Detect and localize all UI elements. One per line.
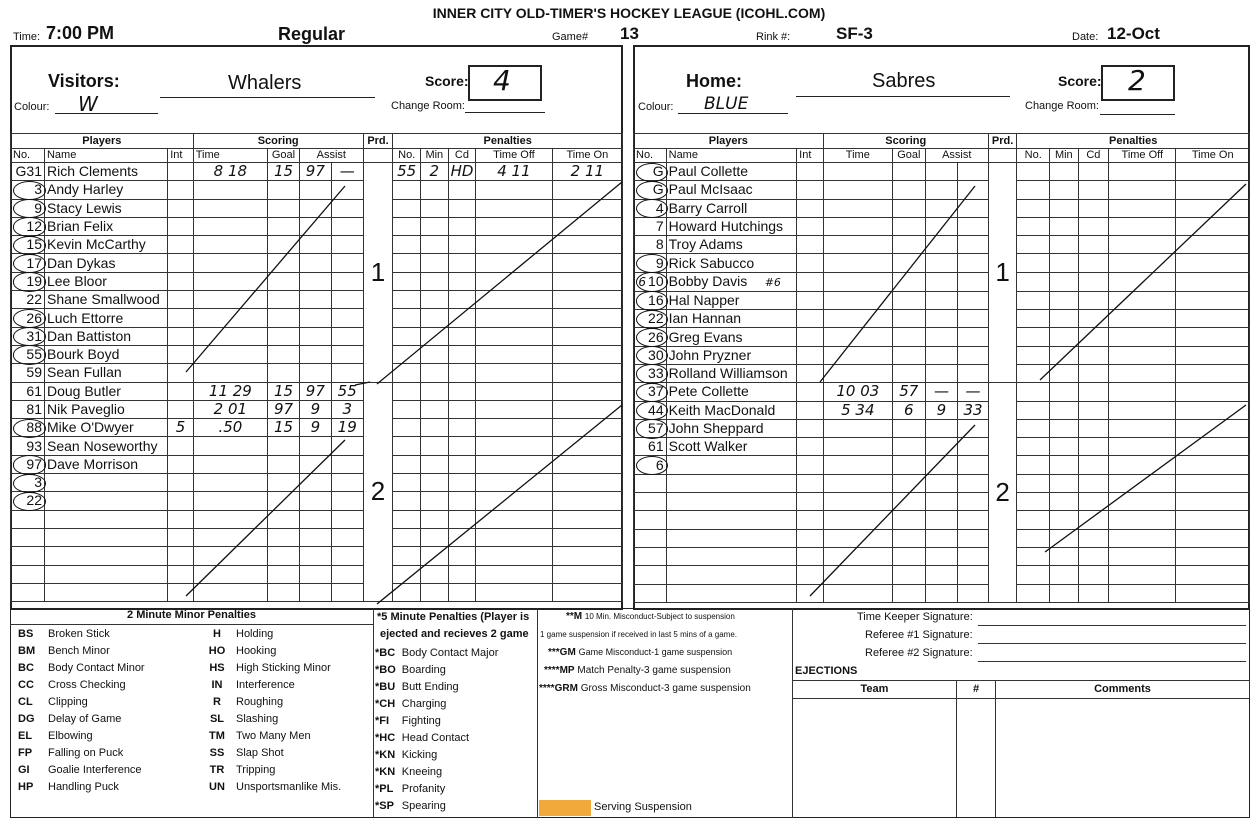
penalty-desc: Charging: [401, 698, 447, 710]
penalty-code: TR: [209, 764, 225, 776]
penalty-desc: Tripping: [236, 764, 276, 776]
serving-suspension-label: Serving Suspension: [594, 801, 692, 813]
player-number[interactable]: 22: [634, 310, 667, 328]
number-circle: [636, 163, 669, 182]
player-number[interactable]: 31: [11, 327, 45, 345]
score-time[interactable]: 5 34: [823, 401, 892, 419]
major-title-1: *5 Minute Penalties (Player is: [377, 611, 530, 623]
penalty-code: HP: [18, 781, 34, 793]
player-name[interactable]: Ian Hannan: [666, 310, 797, 328]
penalty-desc: Slap Shot: [236, 747, 284, 759]
player-name[interactable]: John Sheppard: [666, 419, 797, 437]
game-date: 12-Oct: [1107, 24, 1160, 43]
legend-row: [373, 679, 502, 696]
player-number[interactable]: 19: [11, 272, 45, 290]
home-penalties-header: Penalties: [1017, 134, 1250, 149]
visitors-score: 4: [493, 64, 511, 97]
penalty-desc: Spearing: [401, 800, 446, 812]
penalty-code: HS: [209, 662, 225, 674]
home-colour-label: Colour:: [638, 101, 674, 113]
col-time: Time: [193, 149, 267, 163]
penalty-code: SL: [209, 713, 225, 725]
ref1-sig-label: Referee #1 Signature:: [865, 629, 973, 641]
penalty-code: *FI: [375, 715, 390, 727]
penalty-code: *BU: [375, 681, 396, 693]
legend-row: [373, 662, 502, 679]
minor-penalty-legend: [14, 626, 345, 796]
legend-row: [373, 764, 502, 781]
player-number[interactable]: 16: [634, 291, 667, 309]
penalty-desc: Kicking: [401, 749, 438, 761]
score-assist2[interactable]: 3: [331, 400, 363, 418]
home-col-goal: Goal: [893, 149, 926, 163]
home-scoring-header: Scoring: [823, 134, 988, 149]
ejections-no-cell[interactable]: [957, 699, 996, 818]
player-name[interactable]: Sean Noseworthy: [44, 437, 167, 455]
ref1-sig-line[interactable]: [978, 643, 1246, 644]
player-name[interactable]: Rich Clements: [44, 163, 167, 181]
home-col-assist: Assist: [925, 149, 988, 163]
player-name[interactable]: Greg Evans: [666, 328, 797, 346]
penalty-desc: Bench Minor: [48, 645, 110, 657]
home-col-pen-no: No.: [1017, 149, 1050, 163]
player-number[interactable]: 7: [634, 217, 667, 235]
penalty-code: FP: [18, 747, 33, 759]
misc-misconduct-code: **M: [566, 611, 583, 622]
player-name[interactable]: John Pryzner: [666, 346, 797, 364]
score-assist[interactable]: 97: [299, 163, 331, 181]
player-number[interactable]: 3: [11, 474, 45, 492]
misc-mp-text: Match Penalty-3 game suspension: [577, 665, 731, 676]
player-name[interactable]: Dan Dykas: [44, 254, 167, 272]
score-assist[interactable]: —: [925, 383, 958, 401]
penalty-desc: Slashing: [236, 713, 279, 725]
number-circle: [13, 419, 47, 438]
legend-row: [373, 781, 502, 798]
player-number[interactable]: 37: [634, 383, 667, 401]
penalty-code: SS: [209, 747, 225, 759]
penalty-code: BC: [18, 662, 34, 674]
penalty-code: *PL: [375, 783, 394, 795]
penalty-code: *BO: [375, 664, 396, 676]
player-number[interactable]: 22: [11, 291, 45, 309]
legend-divider-2: [537, 608, 538, 818]
player-name[interactable]: Troy Adams: [666, 236, 797, 254]
player-number[interactable]: 97: [11, 455, 45, 473]
legend-row: [14, 779, 345, 796]
number-circle: [636, 181, 669, 200]
penalty-code: UN: [209, 781, 225, 793]
visitors-room-label: Change Room:: [391, 100, 465, 112]
player-number[interactable]: 9: [634, 254, 667, 272]
col-pen-on: Time On: [552, 149, 622, 163]
player-number[interactable]: G: [634, 163, 667, 181]
legend-row: [14, 626, 345, 643]
game-number: 13: [620, 24, 639, 43]
score-time[interactable]: 10 03: [823, 383, 892, 401]
players-header: Players: [11, 134, 194, 149]
penalty-code: BS: [18, 628, 34, 640]
player-name[interactable]: Dave Morrison: [44, 455, 167, 473]
number-circle: [13, 217, 47, 236]
player-name[interactable]: Stacy Lewis: [44, 199, 167, 217]
player-number[interactable]: 93: [11, 437, 45, 455]
penalty-code: HO: [208, 645, 226, 657]
penalty-code: H: [213, 628, 221, 640]
col-goal: Goal: [268, 149, 300, 163]
score-time[interactable]: .50: [193, 419, 267, 437]
legend-row: [373, 798, 502, 815]
game-time: 7:00 PM: [46, 23, 115, 43]
player-number[interactable]: 17: [11, 254, 45, 272]
number-circle: [13, 345, 47, 364]
penalty-desc: Two Many Men: [236, 730, 311, 742]
legend-row: [14, 660, 345, 677]
player-number[interactable]: 12: [11, 217, 45, 235]
serving-suspension-swatch: [539, 800, 591, 816]
legend-row: [14, 677, 345, 694]
number-circle: [636, 383, 669, 402]
legend-row: [14, 643, 345, 660]
penalty-code: BM: [18, 645, 36, 657]
penalty-desc: Body Contact Minor: [48, 662, 145, 674]
legend-row: [14, 711, 345, 728]
penalty-desc: Unsportsmanlike Mis.: [236, 781, 342, 793]
home-players-header: Players: [634, 134, 824, 149]
score-assist[interactable]: 9: [925, 401, 958, 419]
penalty-code: *HC: [375, 732, 396, 744]
pen-no[interactable]: 55: [393, 163, 421, 181]
col-assist: Assist: [299, 149, 363, 163]
number-circle: [13, 455, 47, 474]
home-col-no: No.: [634, 149, 667, 163]
score-time[interactable]: 11 29: [193, 382, 267, 400]
player-int[interactable]: 5: [168, 419, 193, 437]
player-number[interactable]: 59: [11, 364, 45, 382]
penalty-desc: Roughing: [236, 696, 284, 708]
ejections-team-cell[interactable]: [793, 699, 957, 818]
penalty-desc: Butt Ending: [401, 681, 459, 693]
player-name[interactable]: Brian Felix: [44, 217, 167, 235]
player-number[interactable]: 30: [634, 346, 667, 364]
player-name[interactable]: Mike O'Dwyer: [44, 419, 167, 437]
score-assist[interactable]: 97: [299, 382, 331, 400]
home-colour: BLUE: [704, 94, 749, 114]
penalty-desc: Handling Puck: [48, 781, 119, 793]
penalty-code: EL: [18, 730, 33, 742]
score-assist2[interactable]: —: [958, 383, 989, 401]
player-name[interactable]: Keith MacDonald: [666, 401, 797, 419]
ejections-comments-header: Comments: [996, 681, 1250, 699]
col-pen-min: Min: [421, 149, 449, 163]
player-number[interactable]: G: [634, 181, 667, 199]
score-assist[interactable]: 9: [299, 400, 331, 418]
player-number[interactable]: 61: [11, 382, 45, 400]
legend-row: [14, 728, 345, 745]
penalty-code: *BC: [375, 647, 396, 659]
player-number[interactable]: 6 10: [634, 272, 667, 291]
score-time[interactable]: 8 18: [193, 163, 267, 181]
timekeeper-sig-line[interactable]: [978, 625, 1246, 626]
player-number[interactable]: 3: [11, 181, 45, 199]
player-name[interactable]: Kevin McCarthy: [44, 236, 167, 254]
penalty-desc: Clipping: [48, 696, 88, 708]
penalty-code: GI: [18, 764, 30, 776]
player-number[interactable]: 88: [11, 419, 45, 437]
penalty-code: CL: [18, 696, 33, 708]
name-note: #6: [761, 275, 781, 289]
penalty-code: IN: [211, 679, 223, 691]
ref2-sig-line[interactable]: [978, 661, 1246, 662]
player-name[interactable]: Shane Smallwood: [44, 291, 167, 309]
penalty-code: *SP: [375, 800, 394, 812]
ejections-team-header: Team: [793, 681, 957, 699]
period-header: Prd.: [363, 134, 393, 149]
legend-row: [14, 745, 345, 762]
score-goal[interactable]: 15: [268, 382, 300, 400]
home-col-pen-off: Time Off: [1109, 149, 1176, 163]
col-int: Int: [168, 149, 193, 163]
penalty-desc: Interference: [236, 679, 295, 691]
col-pen-no: No.: [393, 149, 421, 163]
home-col-pen-on: Time On: [1176, 149, 1250, 163]
legend-row: [373, 713, 502, 730]
penalty-code: R: [213, 696, 221, 708]
pen-time-off[interactable]: 4 11: [476, 163, 552, 181]
number-circle: [13, 236, 47, 255]
player-name[interactable]: Lee Bloor: [44, 272, 167, 290]
date-label: Date:: [1072, 31, 1099, 43]
time-label: Time:: [13, 31, 41, 43]
minor-title: 2 Minute Minor Penalties: [127, 609, 256, 621]
visitors-label: Visitors:: [48, 71, 120, 91]
player-name[interactable]: Barry Carroll: [666, 199, 797, 217]
player-name[interactable]: Dan Battiston: [44, 327, 167, 345]
player-number[interactable]: 81: [11, 400, 45, 418]
misc-gross-misconduct: [539, 683, 751, 694]
penalty-desc: Delay of Game: [48, 713, 122, 725]
score-goal[interactable]: 97: [268, 400, 300, 418]
col-pen-off: Time Off: [476, 149, 552, 163]
ejections-table: [792, 680, 1250, 817]
misc-grm-code: ****GRM: [539, 683, 578, 694]
ejections-no-header: #: [957, 681, 996, 699]
game-type: Regular: [278, 24, 346, 44]
score-goal[interactable]: 6: [893, 401, 926, 419]
visitors-colour-label: Colour:: [14, 101, 50, 113]
home-room-label: Change Room:: [1025, 100, 1099, 112]
number-circle: [636, 419, 669, 438]
player-number[interactable]: G31: [11, 163, 45, 181]
minor-title-rule: [10, 624, 373, 625]
score-assist2[interactable]: 19: [331, 419, 363, 437]
number-circle: [636, 328, 669, 347]
player-number[interactable]: 15: [11, 236, 45, 254]
penalty-desc: Elbowing: [48, 730, 93, 742]
penalties-header: Penalties: [393, 134, 623, 149]
period-cell: 1: [363, 163, 393, 383]
col-pen-cd: Cd: [448, 149, 476, 163]
number-circle: [636, 310, 669, 329]
player-number[interactable]: 22: [11, 492, 45, 510]
player-name[interactable]: Scott Walker: [666, 438, 797, 456]
player-name[interactable]: Pete Collette: [666, 383, 797, 401]
misc-gm-code: ***GM: [548, 647, 576, 658]
player-name[interactable]: Sean Fullan: [44, 364, 167, 382]
penalty-code: *KN: [375, 766, 396, 778]
ref2-sig-label: Referee #2 Signature:: [865, 647, 973, 659]
number-circle: [636, 364, 669, 383]
legend-row: [373, 696, 502, 713]
game-number-label: Game#: [552, 31, 589, 43]
player-number[interactable]: 55: [11, 345, 45, 363]
home-col-name: Name: [666, 149, 797, 163]
home-col-pen-min: Min: [1050, 149, 1079, 163]
penalty-desc: Profanity: [401, 783, 446, 795]
visitors-team-name: Whalers: [228, 72, 302, 94]
player-number[interactable]: 8: [634, 236, 667, 254]
misc-grm-text: Gross Misconduct-3 game suspension: [580, 683, 751, 694]
penalty-code: *KN: [375, 749, 396, 761]
penalty-desc: Broken Stick: [48, 628, 110, 640]
player-name[interactable]: Rolland Williamson: [666, 364, 797, 382]
penalty-desc: Goalie Interference: [48, 764, 142, 776]
player-name[interactable]: Rick Sabucco: [666, 254, 797, 272]
col-name: Name: [44, 149, 167, 163]
player-name[interactable]: Luch Ettorre: [44, 309, 167, 327]
penalty-code: CC: [18, 679, 34, 691]
home-period-header: Prd.: [988, 134, 1017, 149]
penalty-desc: Holding: [236, 628, 274, 640]
number-prefix-mark: 6: [638, 274, 647, 289]
player-number[interactable]: 33: [634, 364, 667, 382]
visitors-colour: W: [78, 92, 98, 116]
legend-row: [373, 645, 502, 662]
penalty-code: TM: [209, 730, 225, 742]
penalty-code: DG: [18, 713, 35, 725]
major-penalty-legend: [373, 645, 502, 815]
penalty-desc: Head Contact: [401, 732, 470, 744]
score-goal[interactable]: 15: [268, 419, 300, 437]
score-assist[interactable]: 9: [299, 419, 331, 437]
player-number[interactable]: 9: [11, 199, 45, 217]
misc-mp-code: ****MP: [544, 665, 575, 676]
ejections-title: EJECTIONS: [795, 665, 858, 677]
score-assist2[interactable]: 55: [331, 382, 363, 400]
penalty-desc: Boarding: [401, 664, 446, 676]
score-assist2[interactable]: 33: [958, 401, 989, 419]
legend-row: [14, 762, 345, 779]
penalty-desc: Fighting: [401, 715, 441, 727]
misc-misconduct: [566, 611, 735, 622]
player-number[interactable]: 4: [634, 199, 667, 217]
player-name[interactable]: Hal Napper: [666, 291, 797, 309]
period-cell: 2: [363, 382, 393, 602]
home-score-label: Score:: [1058, 73, 1102, 89]
penalty-desc: Cross Checking: [48, 679, 126, 691]
legend-row: [14, 694, 345, 711]
legend-row: [373, 747, 502, 764]
player-name[interactable]: Bobby Davis #6: [666, 272, 797, 291]
player-name[interactable]: Howard Hutchings: [666, 217, 797, 235]
player-number[interactable]: 57: [634, 419, 667, 437]
penalty-desc: Hooking: [236, 645, 277, 657]
period-cell: 1: [988, 163, 1017, 383]
legend-row: [373, 730, 502, 747]
misc-gm-text: Game Misconduct-1 game suspension: [578, 647, 733, 657]
penalty-code: *CH: [375, 698, 396, 710]
period-cell: 2: [988, 383, 1017, 603]
score-goal[interactable]: 57: [893, 383, 926, 401]
player-name[interactable]: Andy Harley: [44, 181, 167, 199]
misc-misconduct-note: 1 game suspension if received in last 5 mins of a game.: [540, 630, 737, 639]
scoring-header: Scoring: [193, 134, 363, 149]
score-goal[interactable]: 15: [268, 163, 300, 181]
penalty-desc: Kneeing: [401, 766, 443, 778]
home-score: 2: [1128, 64, 1146, 97]
player-name[interactable]: Paul McIsaac: [666, 181, 797, 199]
number-circle: [13, 272, 47, 291]
timekeeper-sig-label: Time Keeper Signature:: [857, 611, 973, 623]
pen-cd[interactable]: HD: [448, 163, 476, 181]
misc-misconduct-text: 10 Min. Misconduct-Subject to suspension: [584, 612, 735, 621]
player-number[interactable]: 26: [634, 328, 667, 346]
player-name[interactable]: Paul Collette: [666, 163, 797, 181]
player-number[interactable]: 6: [634, 456, 667, 474]
rink-value: SF-3: [836, 24, 873, 43]
league-title: INNER CITY OLD-TIMER'S HOCKEY LEAGUE (ICOHL.COM): [432, 5, 826, 21]
number-circle: [636, 291, 669, 310]
home-team-name: Sabres: [872, 70, 936, 92]
score-assist2[interactable]: —: [331, 163, 363, 181]
player-name[interactable]: Nik Paveglio: [44, 400, 167, 418]
number-circle: [13, 474, 47, 493]
penalty-desc: Falling on Puck: [48, 747, 124, 759]
home-label: Home:: [686, 71, 743, 91]
player-name[interactable]: Doug Butler: [44, 382, 167, 400]
pen-min[interactable]: 2: [421, 163, 449, 181]
player-name[interactable]: Bourk Boyd: [44, 345, 167, 363]
penalty-desc: Body Contact Major: [401, 647, 499, 659]
visitors-score-label: Score:: [425, 73, 469, 89]
player-number[interactable]: 61: [634, 438, 667, 456]
home-col-time: Time: [823, 149, 892, 163]
player-number[interactable]: 26: [11, 309, 45, 327]
penalty-desc: High Sticking Minor: [236, 662, 331, 674]
ejections-comments-cell[interactable]: [996, 699, 1250, 818]
pen-time-on[interactable]: 2 11: [552, 163, 622, 181]
misc-match-penalty: [544, 665, 731, 676]
player-number[interactable]: 44: [634, 401, 667, 419]
home-col-pen-cd: Cd: [1078, 149, 1109, 163]
home-col-int: Int: [797, 149, 824, 163]
major-title-2: ejected and recieves 2 game: [380, 628, 529, 640]
col-no: No.: [11, 149, 45, 163]
misc-game-misconduct: [548, 647, 732, 658]
score-time[interactable]: 2 01: [193, 400, 267, 418]
rink-label: Rink #:: [756, 31, 791, 43]
